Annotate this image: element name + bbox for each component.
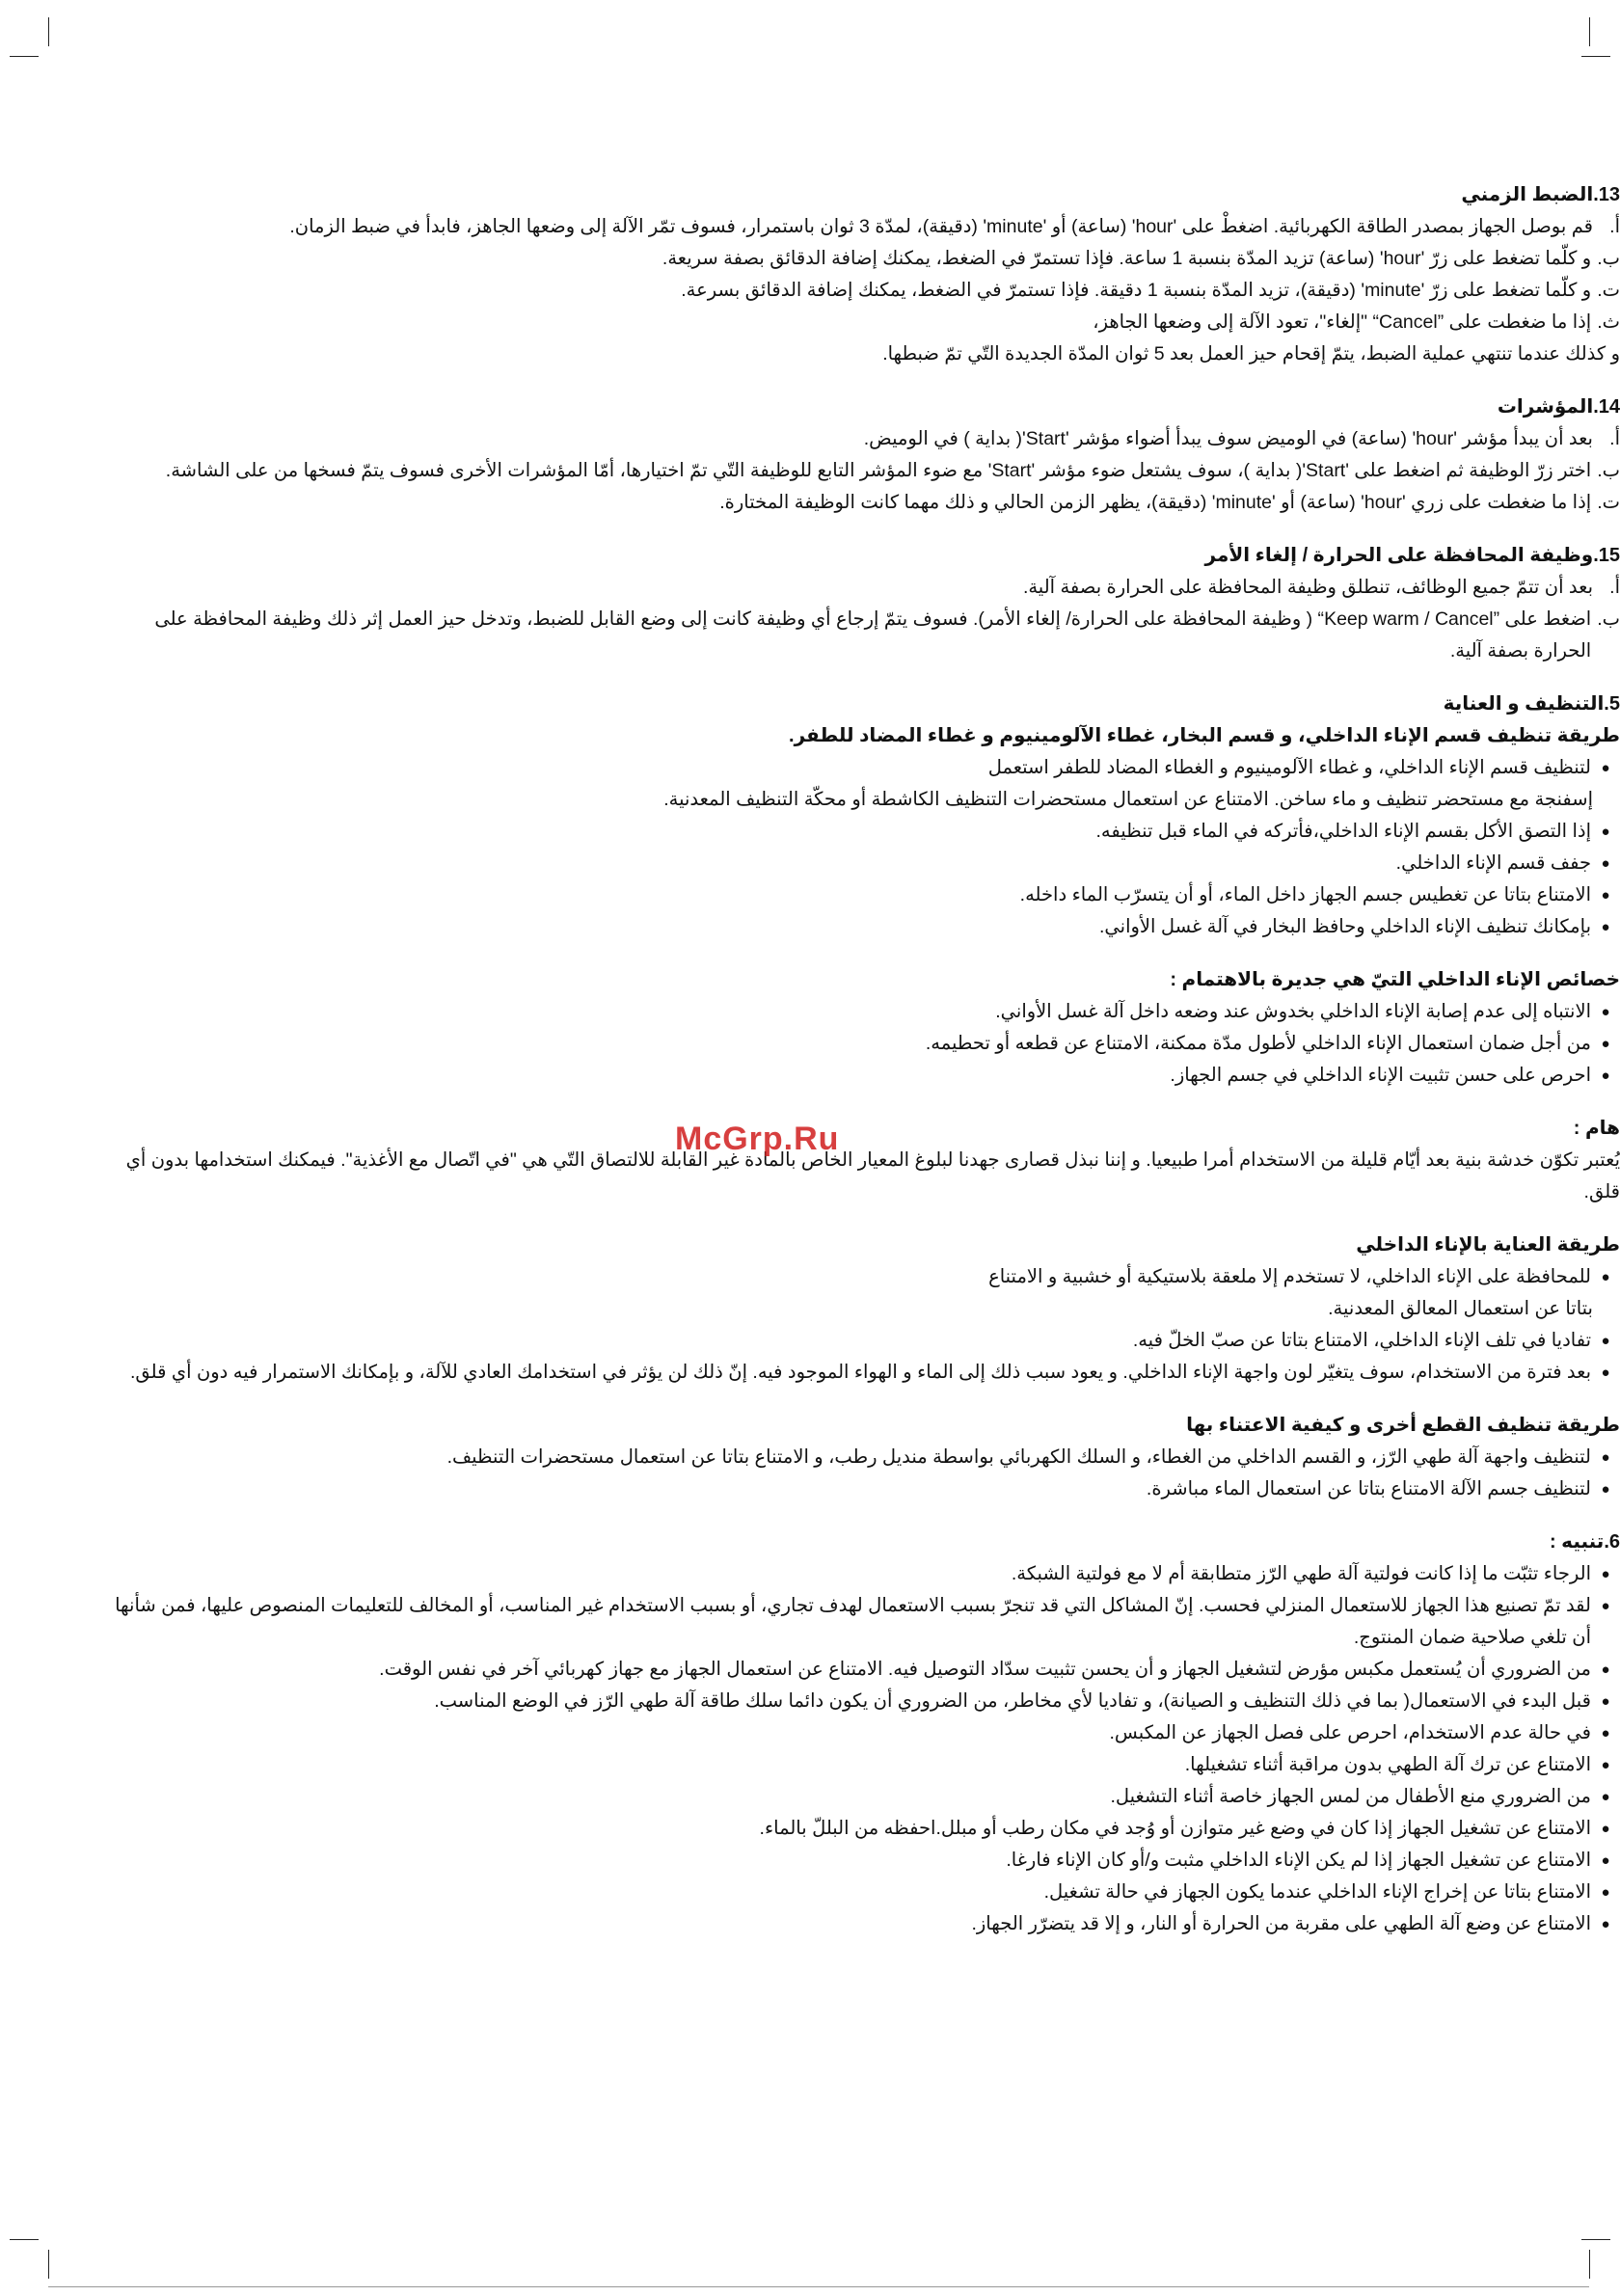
- crop-mark-bottom-right-h: [1581, 2239, 1610, 2240]
- item-text: للمحافظة على الإناء الداخلي، لا تستخدم إلا ملعقة بلاستيكية أو خشبية و الامتناع: [988, 1266, 1591, 1287]
- important-text: يُعتبر تكوّن خدشة بنية بعد أيّام قليلة من الاستخدام أمرا طبيعيا. و إننا نبذل قصارى جهدنا لبلوغ المعيار الخاص بالمادة غير القابلة للالتصاق التّي هي "في اتّصال مع الأغذية". فيمكنك استخدامها بدون أي قلق.: [125, 1149, 1620, 1202]
- bullet-icon: ●: [1601, 919, 1610, 935]
- crop-mark-top-right-h: [1581, 56, 1610, 57]
- item-marker: ث.: [1597, 311, 1620, 333]
- list-item: [106, 1908, 1620, 1940]
- list-item: [106, 1028, 1620, 1060]
- crop-mark-top-left-h: [10, 56, 39, 57]
- bullet-icon: ●: [1601, 1067, 1610, 1084]
- crop-mark-bottom-left-v: [48, 2250, 49, 2279]
- item-text: لتنظيف واجهة آلة طهي الرّز، و القسم الداخلي من الغطاء، و السلك الكهربائي بواسطة منديل رطب، و الامتناع بتاتا عن استعمال مستحضرات التنظيف.: [446, 1446, 1591, 1468]
- item-text: و كلّما تضغط على زرّ 'minute' (دقيقة)، تزيد المدّة بنسبة 1 دقيقة. فإذا تستمرّ في الضغط، يمكنك إضافة الدقائق بسرعة.: [681, 280, 1592, 301]
- crop-mark-bottom-right-v: [1589, 2250, 1590, 2279]
- list-item: [106, 1473, 1620, 1505]
- item-text: لقد تمّ تصنيع هذا الجهاز للاستعمال المنزلي فحسب. إنّ المشاكل التي قد تنجرّ بسبب الاستعمال لهدف تجاري، أو بسبب الاستخدام غير المناسب، أو المخالف للتعليمات المنصوص عليها، فمن شأنها أن تلغي صلاحية ضمان المنتوج.: [115, 1595, 1591, 1648]
- important-title: هام :: [1573, 1118, 1620, 1139]
- list-item: [106, 1749, 1620, 1781]
- list-item: [106, 1060, 1620, 1092]
- list-item: [106, 911, 1620, 943]
- section-title-indicators: 14.المؤشرات: [1497, 396, 1620, 418]
- bullet-icon: ●: [1601, 1916, 1610, 1932]
- bullet-icon: ●: [1601, 1789, 1610, 1805]
- list-item: [106, 1558, 1620, 1590]
- bullet-icon: ●: [1601, 1481, 1610, 1498]
- item-text: جفف قسم الإناء الداخلي.: [1395, 852, 1591, 874]
- list-item: [106, 1357, 1620, 1389]
- item-text: لتنظيف جسم الآلة الامتناع بتاتا عن استعمال الماء مباشرة.: [1146, 1478, 1591, 1499]
- item-text: الامتناع عن وضع آلة الطهي على مقربة من الحرارة أو النار، و إلا قد يتضرّر الجهاز.: [971, 1913, 1591, 1934]
- list-item: [106, 1686, 1620, 1717]
- item-text: من الضروري منع الأطفال من لمس الجهاز خاصة أثناء التشغيل.: [1110, 1786, 1591, 1807]
- item-text: الامتناع بتاتا عن تغطيس جسم الجهاز داخل الماء، أو أن يتسرّب الماء داخله.: [1019, 884, 1591, 905]
- item-text: قم بوصل الجهاز بمصدر الطاقة الكهربائية. اضغطْ على 'hour' (ساعة) أو 'minute' (دقيقة)، لمدّة 3 ثوان باستمرار، فسوف تمّر الآلة إلى وضعها الجاهز، فابدأ في ضبط الزمان.: [289, 216, 1593, 237]
- bullet-icon: ●: [1601, 1269, 1610, 1285]
- bottom-rule: [48, 2286, 1589, 2287]
- item-text: الامتناع بتاتا عن إخراج الإناء الداخلي عندما يكون الجهاز في حالة تشغيل.: [1043, 1881, 1591, 1903]
- list-item: [106, 423, 1620, 455]
- list-item: [106, 243, 1620, 275]
- bullet-icon: ●: [1601, 887, 1610, 904]
- item-marker: ب.: [1597, 248, 1620, 269]
- item-text: بإمكانك تنظيف الإناء الداخلي وحافظ البخار في آلة غسل الأواني.: [1098, 916, 1591, 937]
- list-item: [106, 996, 1620, 1028]
- bullet-icon: ●: [1601, 1852, 1610, 1869]
- list-item: [106, 1781, 1620, 1813]
- bullet-icon: ●: [1601, 1333, 1610, 1349]
- bullet-icon: ●: [1601, 1693, 1610, 1710]
- item-text: اضغط على ”Keep warm / Cancel“ ( وظيفة المحافظة على الحرارة/ إلغاء الأمر). فسوف يتمّ إرجاع أي وظيفة كانت إلى وضع القابل للضبط، وتدخل حيز العمل إثر ذلك وظيفة المحافظة على الحرارة بصفة آلية.: [154, 608, 1592, 662]
- bullet-icon: ●: [1601, 824, 1610, 840]
- list-item: [106, 752, 1620, 784]
- item-text: بعد أن يبدأ مؤشر 'hour' (ساعة) في الوميض سوف يبدأ أضواء مؤشر 'Start'( بداية ) في الوميض.: [863, 428, 1593, 449]
- bullet-icon: ●: [1601, 1566, 1610, 1582]
- bullet-icon: ●: [1601, 1821, 1610, 1837]
- item-text: من أجل ضمان استعمال الإناء الداخلي لأطول مدّة ممكنة، الامتناع عن قطعه أو تحطيمه.: [925, 1033, 1591, 1054]
- item-text: إذا ما ضغطت على زري 'hour' (ساعة) أو 'minute' (دقيقة)، يظهر الزمن الحالي و ذلك مهما كانت الوظيفة المختارة.: [719, 492, 1592, 513]
- item-text: الرجاء تثبّت ما إذا كانت فولتية آلة طهي الرّز متطابقة أم لا مع فولتية الشبكة.: [1011, 1563, 1591, 1584]
- watermark-logo: McGrp.Ru: [675, 1121, 840, 1157]
- bullet-icon: ●: [1601, 1449, 1610, 1466]
- list-item: [106, 816, 1620, 848]
- list-item: [106, 1845, 1620, 1877]
- bullet-icon: ●: [1601, 1884, 1610, 1901]
- list-item: [106, 1654, 1620, 1686]
- subsection-title: طريقة العناية بالإناء الداخلي: [1356, 1234, 1620, 1256]
- paragraph: و كذلك عندما تنتهي عملية الضبط، يتمّ إقحام حيز العمل بعد 5 ثوان المدّة الجديدة التّي تمّ ضبطها.: [882, 343, 1620, 365]
- section-title-keep-warm: 15.وظيفة المحافظة على الحرارة / إلغاء الأمر: [1204, 545, 1620, 566]
- bullet-icon: ●: [1601, 1757, 1610, 1773]
- item-text: اختر زرّ الوظيفة ثم اضغط على 'Start'( بداية )، سوف يشتعل ضوء مؤشر 'Start' مع ضوء المؤشر التابع للوظيفة التّي تمّ اختيارها، أمّا المؤشرات الأخرى فسوف يتمّ فسخها من على الشاشة.: [165, 460, 1592, 481]
- bullet-icon: ●: [1601, 760, 1610, 776]
- list-item: [106, 455, 1620, 487]
- item-text: و كلّما تضغط على زرّ 'hour' (ساعة) تزيد المدّة بنسبة 1 ساعة. فإذا تستمرّ في الضغط، يمكنك إضافة الدقائق بصفة سريعة.: [662, 248, 1592, 269]
- item-marker: أ.: [1609, 428, 1620, 449]
- bullet-icon: ●: [1601, 1004, 1610, 1020]
- bullet-icon: ●: [1601, 1364, 1610, 1381]
- list-item: [106, 275, 1620, 307]
- list-item: [106, 848, 1620, 879]
- section-title-timer: 13.الضبط الزمني: [1461, 184, 1620, 205]
- list-item: [106, 879, 1620, 911]
- item-text: قبل البدء في الاستعمال( بما في ذلك التنظيف و الصيانة)، و تفاديا لأي مخاطر، من الضروري أن يكون دائما سلك طاقة آلة طهي الرّز في الوضع المناسب.: [434, 1690, 1591, 1712]
- bullet-icon: ●: [1601, 855, 1610, 872]
- item-marker: ب.: [1597, 608, 1620, 630]
- list-item: [106, 1261, 1620, 1293]
- list-item: [106, 1717, 1620, 1749]
- item-text: بعد أن تتمّ جميع الوظائف، تنطلق وظيفة المحافظة على الحرارة بصفة آلية.: [1022, 577, 1593, 598]
- item-text: بعد فترة من الاستخدام، سوف يتغيّر لون واجهة الإناء الداخلي. و يعود سبب ذلك إلى الماء و الهواء الموجود فيه. إنّ ذلك لن يؤثر في استخدامك العادي للآلة، و بإمكانك الاستمرار فيه دون أي قلق.: [129, 1362, 1591, 1383]
- item-marker: أ.: [1609, 216, 1620, 237]
- section-title-warning: 6.تنبيه :: [1549, 1531, 1620, 1553]
- bullet-icon: ●: [1601, 1598, 1610, 1614]
- item-text: الامتناع عن تشغيل الجهاز إذا كان في وضع غير متوازن أو وُجد في مكان رطب أو مبلل.احفظه من البللّ بالماء.: [759, 1818, 1591, 1839]
- item-text: الامتناع عن تشغيل الجهاز إذا لم يكن الإناء الداخلي مثبت و/أو كان الإناء فارغا.: [1006, 1850, 1591, 1871]
- item-text: تفاديا في تلف الإناء الداخلي، الامتناع بتاتا عن صبّ الخلّ فيه.: [1132, 1330, 1591, 1351]
- item-continuation: بتاتا عن استعمال المعالق المعدنية.: [1328, 1298, 1593, 1319]
- item-text: احرص على حسن تثبيت الإناء الداخلي في جسم الجهاز.: [1170, 1065, 1591, 1086]
- list-item: [106, 572, 1620, 604]
- subsection-title: طريقة تنظيف القطع أخرى و كيفية الاعتناء بها: [1186, 1415, 1620, 1436]
- item-text: الانتباه إلى عدم إصابة الإناء الداخلي بخدوش عند وضعه داخل آلة غسل الأواني.: [995, 1001, 1591, 1022]
- document-body: [106, 174, 1620, 1940]
- list-item: [106, 1813, 1620, 1845]
- subsection-title: خصائص الإناء الداخلي التيّ هي جديرة بالاهتمام :: [1170, 969, 1620, 990]
- item-marker: أ.: [1609, 577, 1620, 598]
- item-text: من الضروري أن يُستعمل مكبس مؤرض لتشغيل الجهاز و أن يحسن تثبيت سدّاد التوصيل فيه. الامتناع عن استعمال الجهاز مع جهاز كهربائي آخر في نفس الوقت.: [379, 1659, 1591, 1680]
- list-item: [106, 487, 1620, 519]
- list-item: [106, 1877, 1620, 1908]
- item-marker: ب.: [1597, 460, 1620, 481]
- item-continuation: إسفنجة مع مستحضر تنظيف و ماء ساخن. الامتناع عن استعمال مستحضرات التنظيف الكاشطة أو محكّة التنظيف المعدنية.: [663, 789, 1593, 810]
- list-item: [106, 1325, 1620, 1357]
- item-marker: ت.: [1597, 280, 1620, 301]
- bullet-icon: ●: [1601, 1661, 1610, 1678]
- item-text: لتنظيف قسم الإناء الداخلي، و غطاء الآلومينيوم و الغطاء المضاد للطفر استعمل: [987, 757, 1591, 778]
- list-item: [106, 1442, 1620, 1473]
- item-text: الامتناع عن ترك آلة الطهي بدون مراقبة أثناء تشغيلها.: [1184, 1754, 1591, 1775]
- crop-mark-bottom-left-h: [10, 2239, 39, 2240]
- bullet-icon: ●: [1601, 1036, 1610, 1052]
- item-text: في حالة عدم الاستخدام، احرص على فصل الجهاز عن المكبس.: [1109, 1722, 1591, 1743]
- section-title-cleaning: 5.التنظيف و العناية: [1443, 693, 1620, 715]
- item-text: إذا التصق الأكل بقسم الإناء الداخلي،فأتركه في الماء قبل تنظيفه.: [1095, 821, 1591, 842]
- subsection-title: طريقة تنظيف قسم الإناء الداخلي، و قسم البخار، غطاء الآلومينيوم و غطاء المضاد للطفر.: [789, 725, 1620, 746]
- bullet-icon: ●: [1601, 1725, 1610, 1742]
- crop-mark-top-right-v: [1589, 17, 1590, 46]
- list-item: [106, 604, 1620, 667]
- list-item: [106, 307, 1620, 338]
- item-text: إذا ما ضغطت على ”Cancel“ "إلغاء"، تعود الآلة إلى وضعها الجاهز،: [1093, 311, 1592, 333]
- crop-mark-top-left-v: [48, 17, 49, 46]
- list-item: [106, 1590, 1620, 1654]
- list-item: [106, 211, 1620, 243]
- item-marker: ت.: [1597, 492, 1620, 513]
